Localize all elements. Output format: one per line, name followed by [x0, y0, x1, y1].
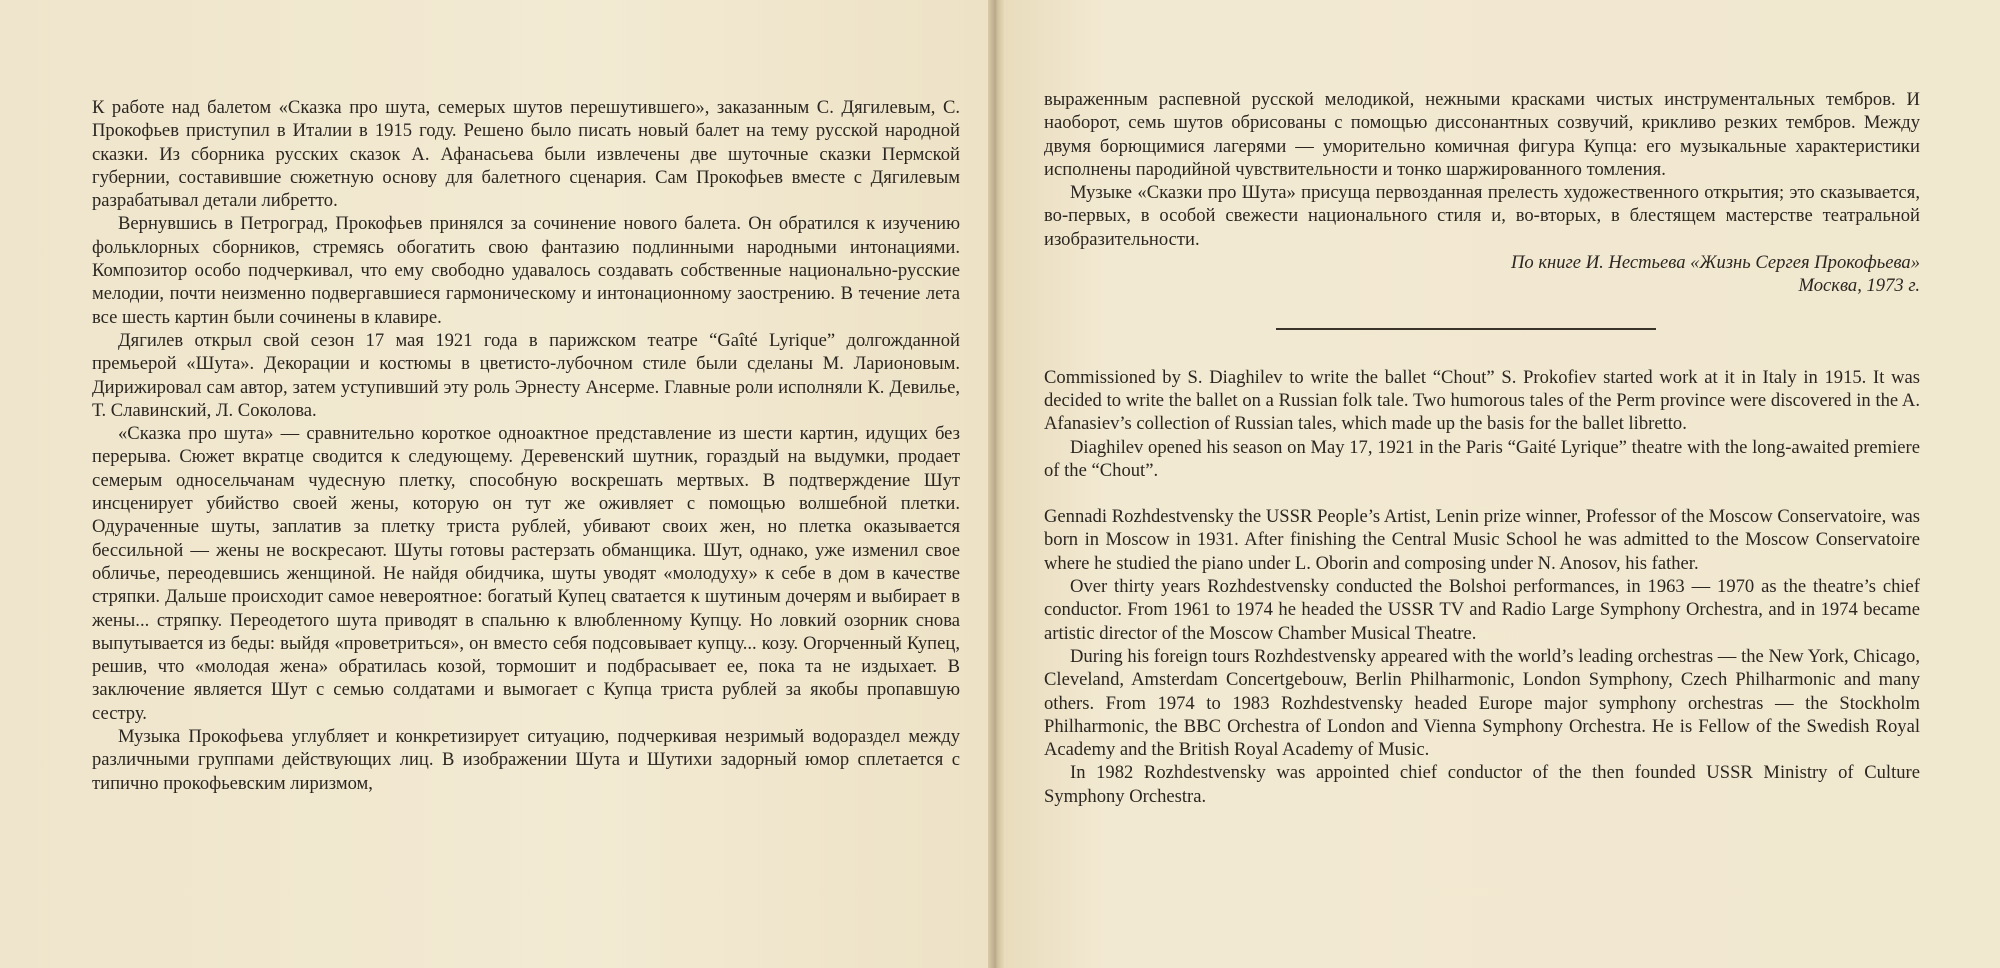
paragraph: In 1982 Rozhdestvensky was appointed chief conductor of the then founded USSR Ministry of Culture Symphony Orchestra. [1044, 762, 1920, 807]
right-text-column [1044, 88, 1920, 808]
paragraph: Over thirty years Rozhdestvensky conducted the Bolshoi performances, in 1963 — 1970 as the theatre’s chief conductor. From 1961 to 1974 he headed the USSR TV and Radio Large Symphony Orchestra, and in 1974 became artistic director of the Moscow Chamber Musical Theatre. [1044, 576, 1920, 644]
left-page [0, 0, 988, 968]
spacer [1044, 482, 1920, 505]
paragraph: Diaghilev opened his season on May 17, 1921 in the Paris “Gaité Lyrique” theatre with the long-awaited premiere of the “Chout”. [1044, 436, 1920, 481]
paragraph: Gennadi Rozhdestvensky the USSR People’s Artist, Lenin prize winner, Professor of the Moscow Conservatoire, was born in Moscow in 1931. After finishing the Central Music School he was admitted to the Moscow Conservatoire where he studied the piano under L. Oborin and composing under N. Anosov, his father. [1044, 506, 1920, 574]
source-citation: По книге И. Нестьева «Жизнь Сергея Прокофьева» [1510, 252, 1920, 274]
paragraph: выраженным распевной русской мелодикой, нежными красками чистых инструментальных тембров. И наоборот, семь шутов обрисованы с помощью диссонантных созвучий, крикливо резких тембров. Между двумя борющимися лагерями — уморительно комичная фигура Купца: его музыкальные характеристики исполнены пародийной чувствительности и тонко шаржированного томления. [1044, 89, 1920, 180]
paragraph: Музыке «Сказки про Шута» присуща первозданная прелесть художественного открытия; это сказывается, во-первых, в особой свежести национального стиля и, во-вторых, в блестящем мастерстве театральной изобразительности. [1044, 182, 1920, 250]
left-text-column [92, 96, 960, 795]
paragraph: Вернувшись в Петроград, Прокофьев принялся за сочинение нового балета. Он обратился к изучению фольклорных сборников, стремясь обогатить свою фантазию подлинными народными интонациями. Композитор особо подчеркивал, что ему свободно удавалось создавать собственные национально-русские мелодии, почти неизменно подвергавшиеся гармоническому и интонационному заострению. В течение лета все шесть картин были сочинены в клавире. [92, 213, 960, 328]
paragraph: К работе над балетом «Сказка про шута, семерых шутов перешутившего», заказанным С. Дягилевым, С. Прокофьев приступил в Италии в 1915 году. Решено было писать новый балет на тему русской народной сказки. Из сборника русских сказок А. Афанасьева были извлечены две шуточные сказки Пермской губернии, составившие сюжетную основу для балетного сценария. Сам Прокофьев вместе с Дягилевым разрабатывал детали либретто. [92, 97, 960, 212]
section-divider [1276, 328, 1656, 330]
paragraph: «Сказка про шута» — сравнительно короткое одноактное представление из шести картин, идущих без перерыва. Сюжет вкратце сводится к следующему. Деревенский шутник, гораздый на выдумки, продает семерым односельчанам чудесную плетку, способную воскрешать мертвых. В подтверждение Шут инсценирует убийство своей жены, которую он тут же оживляет с помощью волшебной плетки. Одураченные шуты, заплатив за плетку триста рублей, убивают своих жен, но плетка оказывается бессильной — жены не воскресают. Шуты готовы растерзать обманщика. Шут, однако, уже изменил свое обличье, переодевшись женщиной. Не найдя обидчика, шуты уводят «молодуху» к себе в дом в качестве стряпки. Дальше происходит самое невероятное: богатый Купец сватается к шутиным дочерям и выбирает в жены... стряпку. Переодетого шута приводят в спальню к влюбленному Купцу. Но ловкий озорник снова выпутывается из беды: выйдя «проветриться», он вместо себя подсовывает купцу... козу. Огорченный Купец, решив, что «молодая жена» обратилась козой, тормошит и подбрасывает ее, пока та не издыхает. В заключение является Шут с семью солдатами и вымогает с Купца триста рублей за якобы пропавшую сестру. [92, 423, 960, 724]
paragraph: Дягилев открыл свой сезон 17 мая 1921 года в парижском театре “Gaîté Lyrique” долгожданной премьерой «Шута». Декорации и костюмы в цветисто-лубочном стиле были сделаны М. Ларионовым. Дирижировал сам автор, затем уступивший эту роль Эрнесту Ансерме. Главные роли исполняли К. Девилье, Т. Славинский, Л. Соколова. [92, 329, 960, 421]
paragraph: During his foreign tours Rozhdestvensky appeared with the world’s leading orchestras — the New York, Chicago, Cleveland, Amsterdam Concertgebouw, Berlin Philharmonic, London Symphony, Czech Philharmonic and many others. From 1974 to 1983 Rozhdestvensky headed Europe major symphony orchestras — the Stockholm Philharmonic, the BBC Orchestra of London and Vienna Symphony Orchestra. He is Fellow of the Swedish Royal Academy and the British Royal Academy of Music. [1044, 645, 1920, 761]
paragraph: Музыка Прокофьева углубляет и конкретизирует ситуацию, подчеркивая незримый водораздел между различными группами действующих лиц. В изображении Шута и Шутихи задорный юмор сплетается с типично прокофьевским лиризмом, [92, 726, 960, 794]
center-fold [988, 0, 1004, 968]
source-place-date: Москва, 1973 г. [1798, 275, 1920, 297]
paragraph: Commissioned by S. Diaghilev to write the ballet “Chout” S. Prokofiev started work at it in Italy in 1915. It was decided to write the ballet on a Russian folk tale. Two humorous tales of the Perm province were discovered in the A. Afanasiev’s collection of Russian tales, which made up the basis for the ballet libretto. [1044, 366, 1920, 435]
right-page [1004, 0, 2000, 968]
